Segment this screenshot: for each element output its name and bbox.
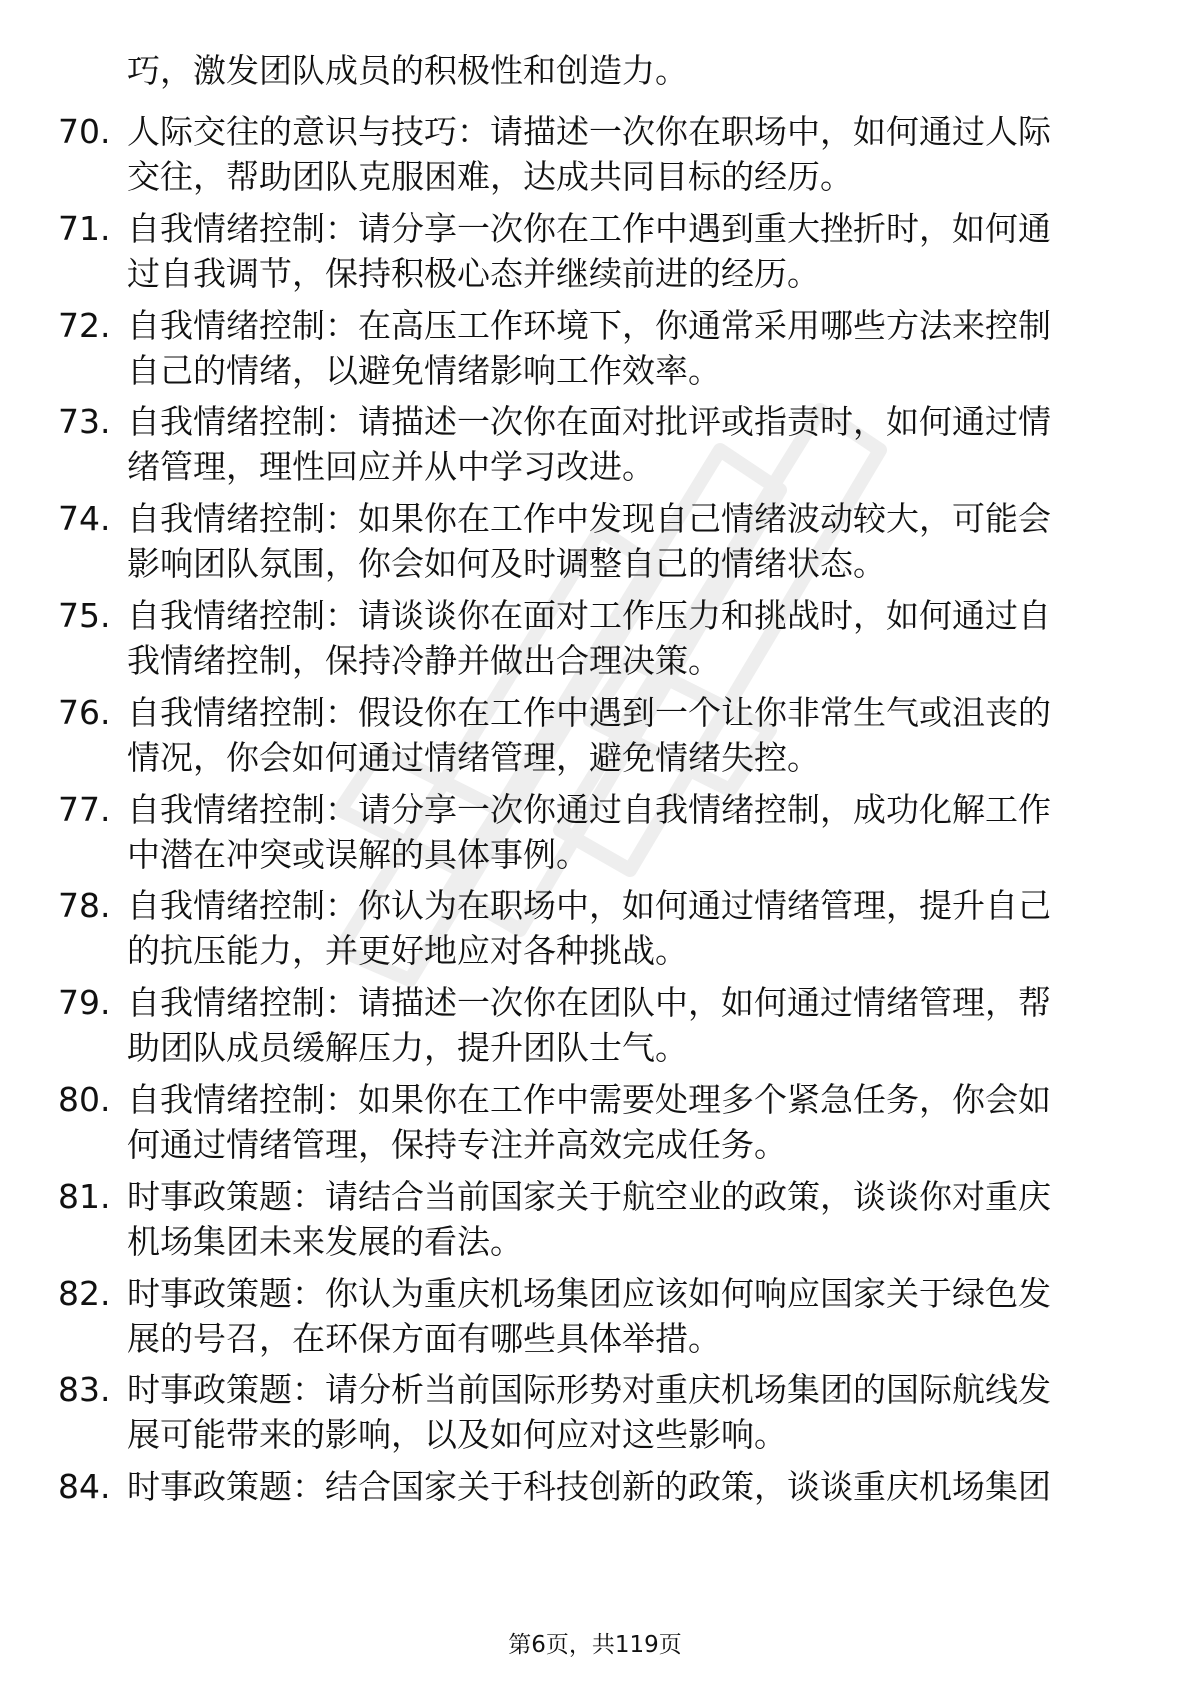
item-text-line: 展可能带来的影响，以及如何应对这些影响。: [127, 1415, 787, 1455]
item-text-line: 助团队成员缓解压力，提升团队士气。: [127, 1028, 688, 1068]
item-text-line: 的抗压能力，并更好地应对各种挑战。: [127, 931, 688, 971]
item-number: 73.: [58, 402, 111, 442]
item-number: 80.: [58, 1080, 111, 1119]
item-number: 83.: [58, 1370, 111, 1410]
item-text: [127, 1464, 1127, 1509]
item-text-line: 绪管理，理性回应并从中学习改进。: [127, 447, 655, 487]
item-text: [127, 1077, 1127, 1167]
page-footer: 第6页，共119页: [508, 1632, 682, 1658]
item-text-line: 自我情绪控制：在高压工作环境下，你通常采用哪些方法来控制: [127, 305, 1051, 345]
item-text-line: 情况，你会如何通过情绪管理，避免情绪失控。: [127, 737, 820, 777]
item-text-line: 自我情绪控制：如果你在工作中发现自己情绪波动较大，可能会: [127, 499, 1051, 539]
item-number: 76.: [58, 692, 111, 732]
item-text: [127, 787, 1127, 877]
item-text: [127, 690, 1127, 780]
item-text-line: 自己的情绪，以避免情绪影响工作效率。: [127, 350, 721, 390]
item-text-line: 自我情绪控制：请分享一次你在工作中遇到重大挫折时，如何通: [127, 208, 1051, 248]
item-number: 84.: [58, 1467, 111, 1507]
item-text-line: 时事政策题：请分析当前国际形势对重庆机场集团的国际航线发: [127, 1370, 1051, 1410]
item-number: 72.: [58, 305, 111, 345]
item-text: [127, 1174, 1127, 1264]
item-text: [127, 399, 1127, 489]
item-number: 81.: [58, 1176, 111, 1216]
continuation-text: 巧，激发团队成员的积极性和创造力。: [127, 51, 688, 90]
item-text-line: 时事政策题：你认为重庆机场集团应该如何响应国家关于绿色发: [127, 1273, 1051, 1313]
item-text-line: 自我情绪控制：请谈谈你在面对工作压力和挑战时，如何通过自: [127, 596, 1051, 635]
item-text: [127, 1271, 1127, 1361]
item-text: [127, 980, 1127, 1070]
item-number: 70.: [58, 112, 111, 151]
item-text-line: 时事政策题：结合国家关于科技创新的政策，谈谈重庆机场集团: [127, 1467, 1051, 1507]
item-text-line: 中潜在冲突或误解的具体事例。: [127, 834, 589, 874]
item-number: 82.: [58, 1273, 111, 1313]
item-text-line: 影响团队氛围，你会如何及时调整自己的情绪状态。: [127, 544, 886, 584]
item-text-line: 机场集团未来发展的看法。: [127, 1221, 523, 1261]
item-text-line: 自我情绪控制：你认为在职场中，如何通过情绪管理，提升自己: [127, 886, 1051, 926]
item-number: 74.: [58, 499, 111, 539]
item-text-line: 自我情绪控制：请描述一次你在面对批评或指责时，如何通过情: [127, 402, 1051, 442]
item-text: [127, 109, 1127, 199]
item-text: [127, 206, 1127, 296]
item-text: [127, 496, 1127, 586]
item-text: [127, 883, 1127, 973]
item-text-line: 我情绪控制，保持冷静并做出合理决策。: [127, 641, 721, 680]
item-number: 78.: [58, 886, 111, 926]
item-text-line: 过自我调节，保持积极心态并继续前进的经历。: [127, 253, 820, 293]
item-number: 75.: [58, 596, 111, 635]
item-text: [127, 593, 1127, 683]
item-text-line: 展的号召，在环保方面有哪些具体举措。: [127, 1318, 721, 1358]
item-number: 71.: [58, 208, 111, 248]
item-number: 79.: [58, 983, 111, 1023]
item-text-line: 何通过情绪管理，保持专注并高效完成任务。: [127, 1125, 787, 1164]
item-text-line: 自我情绪控制：请描述一次你在团队中，如何通过情绪管理，帮: [127, 983, 1051, 1023]
item-text-line: 交往，帮助团队克服困难，达成共同目标的经历。: [127, 157, 853, 196]
item-text: [127, 303, 1127, 393]
item-text-line: 时事政策题：请结合当前国家关于航空业的政策，谈谈你对重庆: [127, 1176, 1051, 1216]
item-text: [127, 1367, 1127, 1457]
item-text-line: 自我情绪控制：如果你在工作中需要处理多个紧急任务，你会如: [127, 1080, 1051, 1119]
item-number: 77.: [58, 789, 111, 829]
item-text-line: 自我情绪控制：假设你在工作中遇到一个让你非常生气或沮丧的: [127, 692, 1051, 732]
item-text-line: 人际交往的意识与技巧：请描述一次你在职场中，如何通过人际: [127, 112, 1051, 151]
item-text-line: 自我情绪控制：请分享一次你通过自我情绪控制，成功化解工作: [127, 789, 1051, 829]
